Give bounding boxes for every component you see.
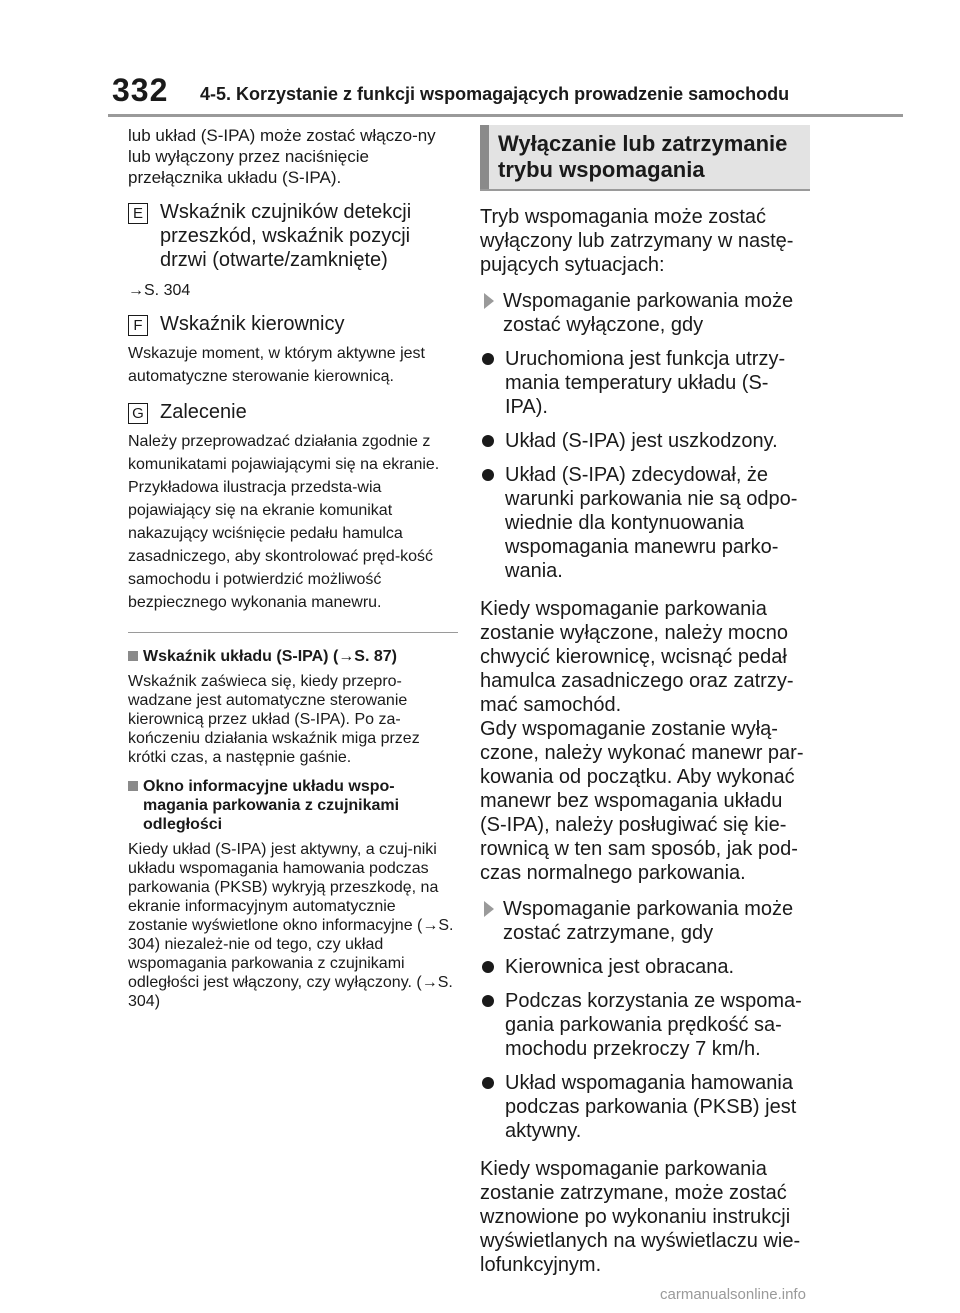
arrow-item-2-text: Wspomaganie parkowania może zostać zatrzymane, gdy <box>503 898 794 944</box>
list-item <box>480 429 810 453</box>
letter-e-box: E <box>128 203 148 224</box>
section-bar <box>480 125 489 189</box>
item-e-title: Wskaźnik czujników detekcji przeszkód, wskaźnik pozycji drzwi (otwarte/zamknięte) <box>160 201 412 271</box>
list-item-text: Uruchomiona jest funkcja utrzy-mania temperatury układu (S-IPA). <box>505 348 786 418</box>
right-para-3: Kiedy wspomaganie parkowania zostanie zatrzymane, może zostać wznowione po wykonaniu instrukcji wyświetlanych na wyświetlaczu wie-lofunkcyjnym. <box>480 1158 801 1276</box>
item-f-title: Wskaźnik kierownicy <box>160 313 345 335</box>
sub1-title: Wskaźnik układu (S-IPA) (→S. 87) <box>143 648 397 665</box>
arrow-item-2 <box>480 897 810 945</box>
sub2-body: Kiedy układ (S-IPA) jest aktywny, a czuj-niki układu wspomagania hamowania podczas parkowania (PKSB) wykryją przeszkodę, na ekranie informacyjnym automatycznie zostanie wyświetlone okno informacyjne (→S. 304) niezależ-nie od tego, czy układ wspomagania parkowania z czujnikami odległości jest włączony, czy wyłączony. (→S. 304) <box>128 841 454 1010</box>
bullet-dot-icon <box>482 353 494 365</box>
right-intro: Tryb wspomagania może zostać wyłączony lub zatrzymany w nastę-pujących sytuacjach: <box>480 206 794 276</box>
right-column <box>480 125 810 1277</box>
left-column <box>128 125 458 1021</box>
arrow-item-1-text: Wspomaganie parkowania może zostać wyłączone, gdy <box>503 290 794 336</box>
header-title: 4-5. Korzystanie z funkcji wspomagających prowadzenie samochodu <box>200 84 790 104</box>
sub2-head <box>128 777 458 834</box>
list-item <box>480 463 810 583</box>
bullet-dot-icon <box>482 961 494 973</box>
watermark: carmanualsonline.info <box>660 1286 806 1303</box>
list-item <box>480 347 810 419</box>
triangle-arrow-icon <box>484 293 494 309</box>
list-item <box>480 955 810 979</box>
bullet-dot-icon <box>482 1077 494 1089</box>
bullet-dot-icon <box>482 995 494 1007</box>
letter-g-box: G <box>128 403 148 424</box>
bullet-dot-icon <box>482 469 494 481</box>
item-g-title: Zalecenie <box>160 401 247 423</box>
left-intro: lub układ (S-IPA) może zostać włączo-ny lub wyłączony przez naciśnięcie przełącznika układu (S-IPA). <box>128 126 436 187</box>
list-item-text: Podczas korzystania ze wspoma-gania parkowania prędkość sa-mochodu przekroczy 7 km/h. <box>505 990 802 1060</box>
sub1-head <box>128 647 458 666</box>
list-item-text: Układ (S-IPA) jest uszkodzony. <box>505 430 778 452</box>
item-e-head <box>128 200 458 272</box>
letter-f-box: F <box>128 315 148 336</box>
item-f-desc: Wskazuje moment, w którym aktywne jest automatyczne sterowanie kierownicą. <box>128 345 425 385</box>
list-item <box>480 1071 810 1143</box>
right-para-2: Gdy wspomaganie zostanie wyłą-czone, należy wykonać manewr par-kowania od początku. Aby wykonać manewr bez wspomagania układu (S-IPA), należy posługiwać się kie-rownicą w ten sam sposób, jak pod-czas normalnego parkowania. <box>480 718 804 884</box>
sub1-body: Wskaźnik zaświeca się, kiedy przepro-wadzane jest automatyczne sterowanie kierownicą przez układ (S-IPA). Po za-kończeniu działania wskaźnik miga przez krótki czas, a następnie gaśnie. <box>128 673 420 766</box>
section-heading-box <box>480 125 810 191</box>
square-bullet-icon <box>128 781 138 791</box>
arrow-item-1 <box>480 289 810 337</box>
list-item <box>480 989 810 1061</box>
bullet-dot-icon <box>482 435 494 447</box>
item-e-ref[interactable]: →S. 304 <box>128 282 191 299</box>
triangle-arrow-icon <box>484 901 494 917</box>
item-f-head <box>128 312 458 336</box>
list-item-text: Kierownica jest obracana. <box>505 956 735 978</box>
sub2-title: Okno informacyjne układu wspo-magania parkowania z czujnikami odległości <box>143 778 400 833</box>
item-g-desc: Należy przeprowadzać działania zgodnie z komunikatami pojawiającymi się na ekranie. Przykładowa ilustracja przedsta-wia pojawiający się na ekranie komunikat nakazujący wciśnięcie pedału hamulca zasadniczego, aby skontrolować pręd-kość samochodu i potwierdzić możliwość bezpiecznego wykonania manewru. <box>128 433 440 611</box>
section-title: Wyłączanie lub zatrzymanie trybu wspomagania <box>498 131 788 182</box>
list-item-text: Układ wspomagania hamowania podczas parkowania (PKSB) jest aktywny. <box>505 1072 797 1142</box>
list-item-text: Układ (S-IPA) zdecydował, że warunki parkowania nie są odpo-wiednie dla kontynuowania wspomagania manewru parko-wania. <box>505 464 798 582</box>
header-rule <box>108 114 903 117</box>
square-bullet-icon <box>128 651 138 661</box>
divider <box>128 632 458 633</box>
item-g-head <box>128 400 458 424</box>
page-number: 332 <box>112 72 169 108</box>
right-para-1: Kiedy wspomaganie parkowania zostanie wyłączone, należy mocno chwycić kierownicę, wcisnąć pedał hamulca zasadniczego oraz zatrzy-mać samochód. <box>480 598 794 716</box>
